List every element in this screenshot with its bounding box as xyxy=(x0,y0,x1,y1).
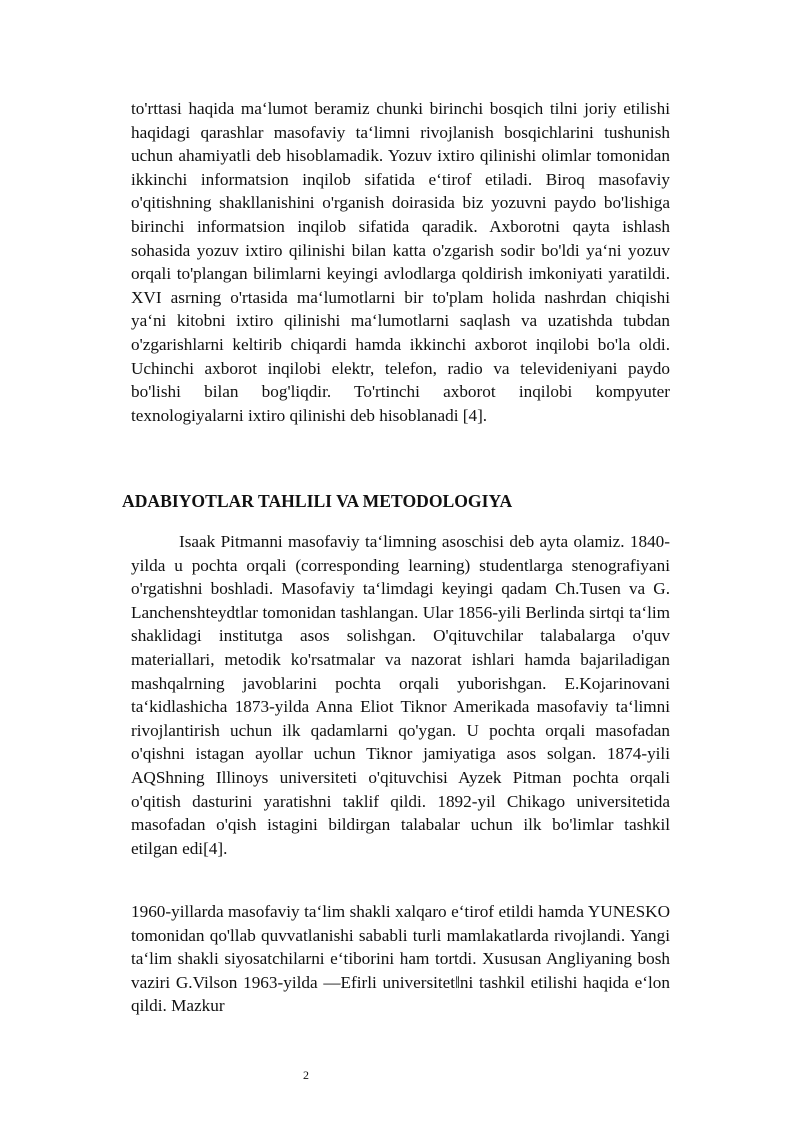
body-paragraph-2: Isaak Pitmanni masofaviy ta‘limning asoschisi deb ayta olamiz. 1840-yilda u pochta orqali (corresponding learning) studentlarga stenografiyani o'rgatishni boshladi. Masofaviy ta‘limdagi keyingi qadam Ch.Tusen va G. Lanchenshteydtlar tomonidan tashlangan. Ular 1856-yili Berlinda sirtqi ta‘lim shaklidagi institutga asos solishgan. O'qituvchilar talabalarga o'quv materiallari, metodik ko'rsatmalar va nazorat ishlari hamda bajariladigan mashqalrning javoblarini pochta orqali yuborishgan. E.Kojarinovani ta‘kidlashicha 1873-yilda Anna Eliot Tiknor Amerikada masofaviy ta‘limni rivojlantirish uchun ilk qadamlarni qo'ygan. U pochta orqali masofadan o'qishni istagan ayollar uchun Tiknor jamiyatiga asos solgan. 1874-yili AQShning Illinoys universiteti o'qituvchisi Ayzek Pitman pochta orqali o'qitish dasturini yaratishni taklif qildi. 1892-yil Chikago universitetida masofadan o'qish istagini bildirgan talabalar uchun ilk bo'limlar tashkil etilgan edi[4]. xyxy=(131,532,670,858)
section-heading: ADABIYOTLAR TAHLILI VA METODOLOGIYA xyxy=(122,491,513,511)
body-paragraph-3: 1960-yillarda masofaviy ta‘lim shakli xalqaro e‘tirof etildi hamda YUNESKO tomonidan qo'llab quvvatlanishi sababli turli mamlakatlarda rivojlandi. Yangi ta‘lim shakli siyosatchilarni e‘tiborini ham tortdi. Xususan Angliyaning bosh vaziri G.Vilson 1963-yilda ―Efirli universitetǁni tashkil etilishi haqida e‘lon qildi. Mazkur xyxy=(131,902,670,1016)
body-paragraph-1: to'rttasi haqida ma‘lumot beramiz chunki birinchi bosqich tilni joriy etilishi haqidagi qarashlar masofaviy ta‘limni rivojlanish bosqichlarini tushunish uchun ahamiyatli deb hisoblamadik. Yozuv ixtiro qilinishi olimlar tomonidan ikkinchi informatsion inqilob sifatida e‘tirof etiladi. Biroq masofaviy o'qitishning shakllanishini o'rganish doirasida biz yozuvni paydo bo'lishiga birinchi informatsion inqilob sifatida qaradik. Axborotni qayta ishlash sohasida yozuv ixtiro qilinishi bilan katta o'zgarish sodir bo'ldi ya‘ni yozuv orqali to'plangan bilimlarni keyingi avlodlarga qoldirish imkoniyati yaratildi. XVI asrning o'rtasida ma‘lumotlarni bir to'plam holida nashrdan chiqishi ya‘ni kitobni ixtiro qilinishi ma‘lumotlarni saqlash va uzatishda tubdan o'zgarishlarni keltirib chiqardi hamda ikkinchi axborot inqilobi bo'la oldi. Uchinchi axborot inqilobi elektr, telefon, radio va televideniyani paydo bo'lishi bilan bog'liqdir. To'rtinchi axborot inqilobi kompyuter texnologiyalarni ixtiro qilinishi deb hisoblanadi [4]. xyxy=(131,99,670,425)
page-number: 2 xyxy=(303,1068,309,1082)
